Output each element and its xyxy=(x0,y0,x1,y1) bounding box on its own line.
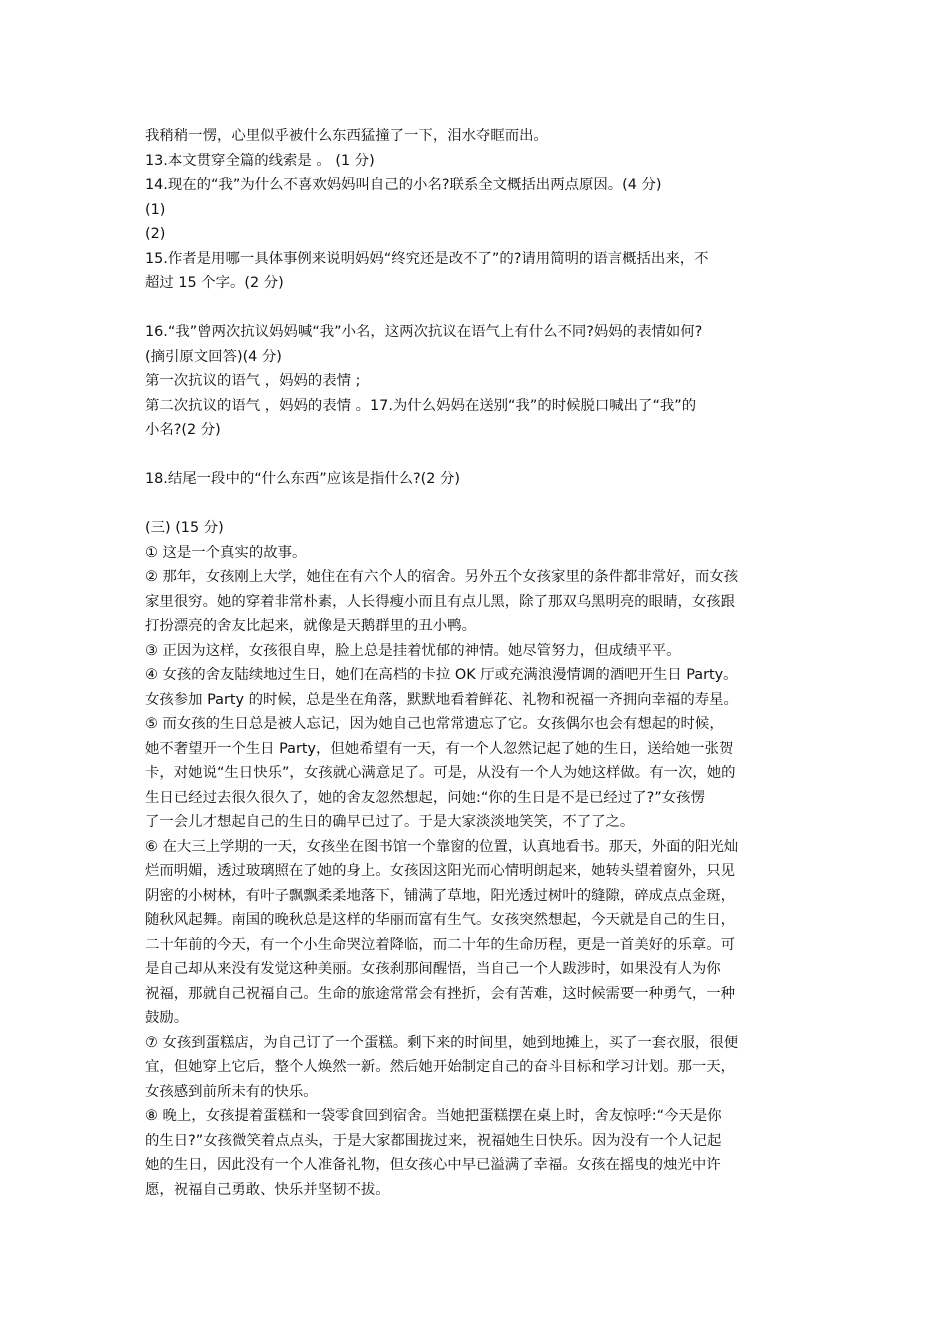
paragraph-7: 宜，但她穿上它后，整个人焕然一新。然后她开始制定自己的奋斗目标和学习计划。那一天， xyxy=(145,1059,736,1075)
blank-line xyxy=(145,443,813,468)
paragraph-6: 鼓励。 xyxy=(145,1010,189,1026)
paragraph-5: ⑤ 而女孩的生日总是被人忘记，因为她自己也常常遗忘了它。女孩偶尔也会有想起的时候， xyxy=(145,716,724,732)
paragraph-8: 愿，祝福自己勇敢、快乐并坚韧不拔。 xyxy=(145,1181,390,1198)
blank-line xyxy=(145,296,813,321)
question-13: 13.本文贯穿全篇的线索是 。 (1 分) xyxy=(145,152,375,169)
paragraph-8: 的生日?”女孩微笑着点点头，于是大家都围拢过来，祝福她生日快乐。因为没有一个人记起 xyxy=(145,1132,722,1149)
blank-line xyxy=(145,492,813,517)
paragraph-5: 卡，对她说“生日快乐”，女孩就心满意足了。可是，从没有一个人为她这样做。有一次，她的 xyxy=(145,765,736,781)
document-page xyxy=(145,124,813,1202)
paragraph-5: 生日已经过去很久很久了，她的舍友忽然想起，问她:“你的生日是不是已经过了?”女孩愣 xyxy=(145,789,705,806)
question-16-cont: (摘引原文回答)(4 分) xyxy=(145,348,282,365)
question-16: 16.“我”曾两次抗议妈妈喊“我”小名，这两次抗议在语气上有什么不同?妈妈的表情如何? xyxy=(145,324,703,340)
answer-first-protest: 第一次抗议的语气 ，妈妈的表情 ; xyxy=(145,373,361,389)
text-line: 我稍稍一愣，心里似乎被什么东西猛撞了一下，泪水夺眶而出。 xyxy=(145,128,548,144)
answer-line-1: (1) xyxy=(145,201,166,218)
paragraph-4: ④ 女孩的舍友陆续地过生日，她们在高档的卡拉 OK 厅或充满浪漫情调的酒吧开生日 Party。 xyxy=(145,667,738,683)
paragraph-1: ① 这是一个真实的故事。 xyxy=(145,544,307,561)
paragraph-7: ⑦ 女孩到蛋糕店，为自己订了一个蛋糕。剩下来的时间里，她到地摊上，买了一套衣服，很便 xyxy=(145,1034,739,1051)
paragraph-7: 女孩感到前所未有的快乐。 xyxy=(145,1083,318,1100)
paragraph-8: ⑧ 晚上，女孩提着蛋糕和一袋零食回到宿舍。当她把蛋糕摆在桌上时，舍友惊呼:“今天是你 xyxy=(145,1108,722,1124)
paragraph-5: 她不奢望开一个生日 Party，但她希望有一天，有一个人忽然记起了她的生日，送给她一张贺 xyxy=(145,740,734,757)
paragraph-6: 祝福，那就自己祝福自己。生命的旅途常常会有挫折，会有苦难，这时候需要一种勇气，一种 xyxy=(145,985,736,1002)
answer-second-protest-question-17: 第二次抗议的语气 ，妈妈的表情 。17.为什么妈妈在送别“我”的时候脱口喊出了“我”的 xyxy=(145,397,697,414)
paragraph-4: 女孩参加 Party 的时候，总是坐在角落，默默地看着鲜花、礼物和祝福一齐拥向幸福的寿星。 xyxy=(145,691,738,708)
paragraph-6: 烂而明媚，透过玻璃照在了她的身上。女孩因这阳光而心情明朗起来，她转头望着窗外，只见 xyxy=(145,863,736,879)
question-15: 15.作者是用哪一具体事例来说明妈妈“终究还是改不了”的?请用简明的语言概括出来，不 xyxy=(145,250,709,267)
paragraph-6: 随秋风起舞。南国的晚秋总是这样的华丽而富有生气。女孩突然想起，今天就是自己的生日， xyxy=(145,912,736,928)
paragraph-2: 家里很穷。她的穿着非常朴素，人长得瘦小而且有点儿黑，除了那双乌黑明亮的眼睛，女孩跟 xyxy=(145,593,736,610)
paragraph-2: 打扮漂亮的舍友比起来，就像是天鹅群里的丑小鸭。 xyxy=(145,618,476,634)
paragraph-2: ② 那年，女孩刚上大学，她住在有六个人的宿舍。另外五个女孩家里的条件都非常好，而女孩 xyxy=(145,569,739,585)
paragraph-6: 阴密的小树林，有叶子飘飘柔柔地落下，铺满了草地，阳光透过树叶的缝隙，碎成点点金斑， xyxy=(145,887,736,904)
paragraph-6: 二十年前的今天，有一个小生命哭泣着降临，而二十年的生命历程，更是一首美好的乐章。可 xyxy=(145,936,736,953)
question-15-cont: 超过 15 个字。(2 分) xyxy=(145,275,284,291)
question-17-cont: 小名?(2 分) xyxy=(145,422,221,438)
paragraph-6: ⑥ 在大三上学期的一天，女孩坐在图书馆一个靠窗的位置，认真地看书。那天，外面的阳光灿 xyxy=(145,838,739,855)
answer-line-2: (2) xyxy=(145,226,166,242)
paragraph-8: 她的生日，因此没有一个人准备礼物，但女孩心中早已溢满了幸福。女孩在摇曳的烛光中许 xyxy=(145,1157,721,1173)
section-heading: (三) (15 分) xyxy=(145,520,224,536)
paragraph-5: 了一会儿才想起自己的生日的确早已过了。于是大家淡淡地笑笑，不了了之。 xyxy=(145,814,635,830)
paragraph-3: ③ 正因为这样，女孩很自卑，脸上总是挂着忧郁的神情。她尽管努力，但成绩平平。 xyxy=(145,642,681,659)
paragraph-6: 是自己却从来没有发觉这种美丽。女孩刹那间醒悟，当自己一个人跋涉时，如果没有人为你 xyxy=(145,961,721,977)
question-18: 18.结尾一段中的“什么东西”应该是指什么?(2 分) xyxy=(145,471,461,487)
question-14: 14.现在的“我”为什么不喜欢妈妈叫自己的小名?联系全文概括出两点原因。(4 分) xyxy=(145,177,662,193)
